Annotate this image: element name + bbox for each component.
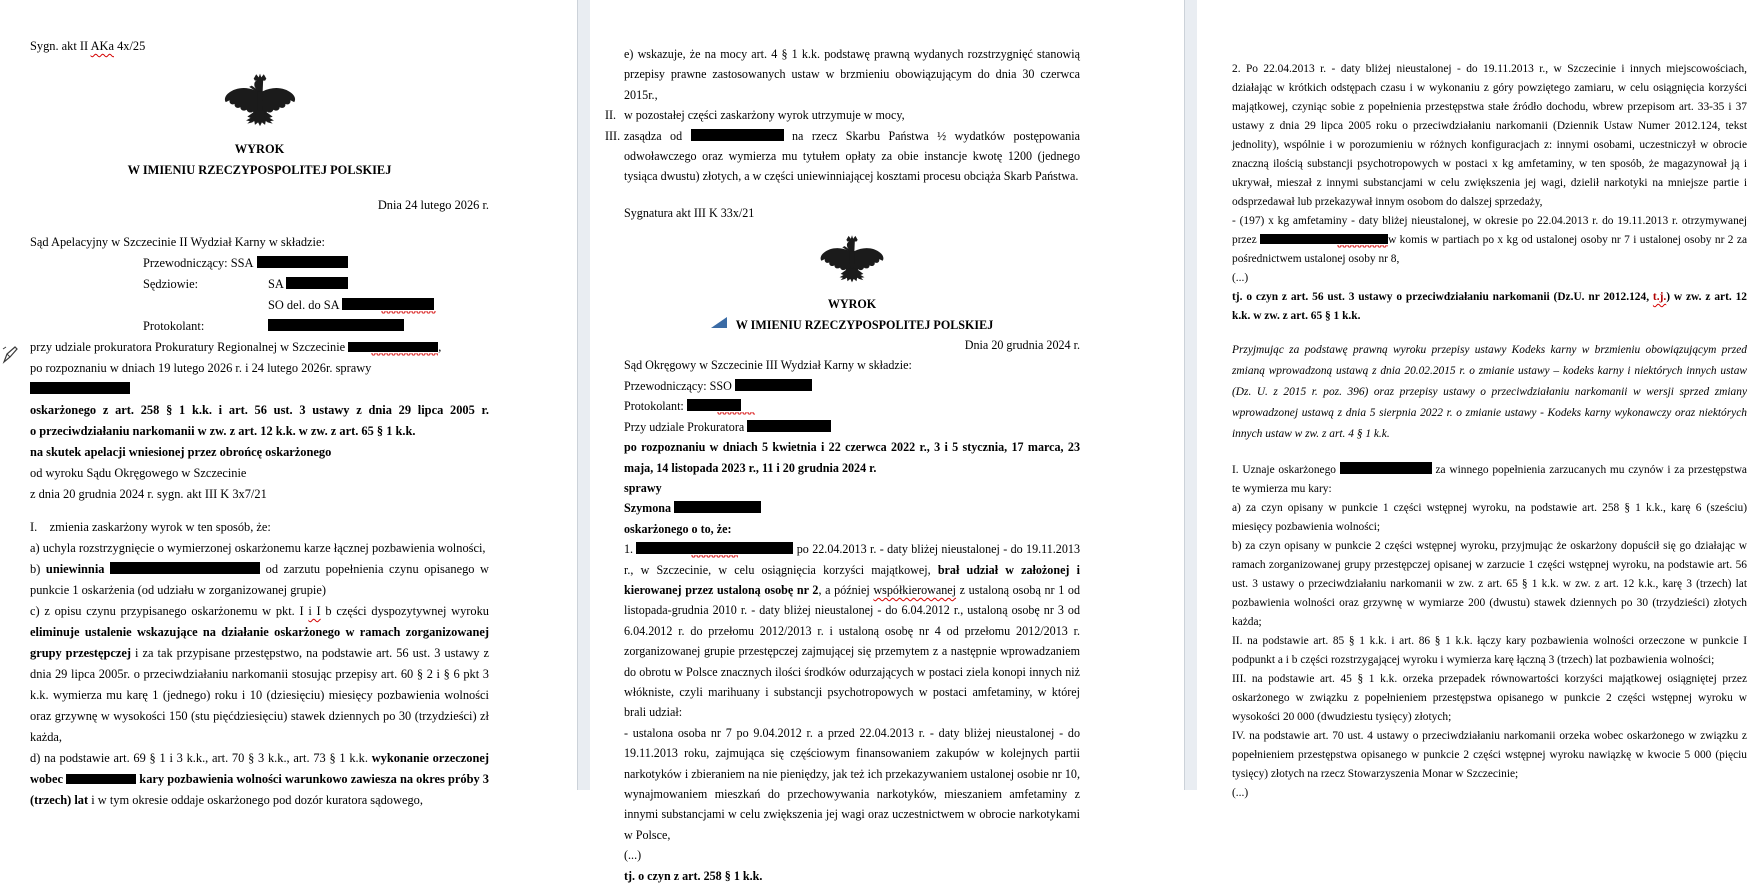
- verdict-item-I: I. Uznaje oskarżonego za winnego popełnienia zarzucanych mu czynów i za przestępstwa te wymierza mu kary:: [1232, 464, 1747, 495]
- legal-qualification-1: tj. o czyn z art. 258 § 1 k.k.: [624, 868, 763, 883]
- verdict-item-II: II. na podstawie art. 85 § 1 k.k. i art. 86 § 1 k.k. łączy kary pozbawienia wolności orzeczone w punkcie I podpunkt a i b części rozstrzygającej wyroku i wymierza karę łączną 3 (trzech) lat pozbawienia wolności;: [1232, 635, 1747, 666]
- comment-marker-icon: [711, 317, 727, 328]
- charge-2-paragraph: 2. Po 22.04.2013 r. - daty bliżej nieustalonej - do 19.11.2013 r., w Szczecinie i innych miejscowościach, działając w krótkich odstępach czasu i w wykonaniu z góry powziętego zamiaru, w celu osiągnięcia korzyści majątkowej, czyniąc sobie z popełnienia przestępstwa stałe źródło dochodu, wbrew przepisom art. 33-35 i 37 ustawy z dnia 29 lipca 2005 roku o przeciwdziałaniu narkomanii (Dziennik Ustaw Numer 2012.124, tekst jednolity), wspólnie i w porozumieniu w różnych konfiguracjach z: innymi osobami, uczestniczył w obrocie znaczną ilością substancji psychotropowych w postaci x kg amfetaminy, w ten sposób, że magazynował ją i ukrywał, mieszał z innymi substancjami w celu zwiększenia jej wagi, dzielił narkotyki na mniejsze partie i odsprzedawał lub przekazywał innym osobom do dalszej sprzedaży,: [1232, 63, 1747, 208]
- charge-1-detail-paragraph: - ustalona osoba nr 7 po 9.04.2012 r. a przed 22.04.2013 r. - daty bliżej nieustalonej - do 19.11.2013 roku, zajmująca się częściowym finansowaniem zakupów w kolejnych partii narkotyków i zbieraniem na nie pieniędzy, jak też ich przekazywaniem ustalonej osobie nr 10, wynajmowaniem mieszkań do przechowywania narkotyków, mieszaniem amfetaminy z innymi substancjami w celu zwiększenia jej wagi oraz uczestnictwem w obrocie narkotykami w Polsce,: [624, 725, 1080, 842]
- clerk-row: Protokolant:: [30, 316, 489, 337]
- appealed-judgment-court: od wyroku Sądu Okręgowego w Szczecinie: [30, 466, 247, 480]
- redaction-bar: [30, 382, 130, 394]
- ellipsis-line: (...): [624, 848, 642, 863]
- spellcheck-squiggle: [691, 555, 738, 559]
- first-instance-judgment-page: [590, 0, 1184, 883]
- redaction-bar: [687, 399, 741, 411]
- legal-qualification-2: tj. o czyn z art. 56 ust. 3 ustawy o przeciwdziałaniu narkomanii (Dz.U. nr 2012.124, t.j.) w zw. z art. 12 k.k. w zw. z art. 65 § 1 k.k.: [1232, 291, 1747, 322]
- ruling-item-III: III. zasądza od na rzecz Skarbu Państwa ½ wydatków postępowania odwoławczego oraz wymierza mu tytułem opłaty za obie instancje kwotę 1200 (jednego tysiąca dwustu) złotych, a w części uniewinniającej kosztami procesu obciąża Skarb Państwa.: [605, 128, 1080, 184]
- charges-line-1: oskarżonego z art. 258 § 1 k.k. i art. 56 ust. 3 ustawy z dnia 29 lipca 2005 r.: [30, 403, 489, 417]
- judgment-title: WYROK: [827, 297, 877, 312]
- judges-row-2: SO del. do SA: [30, 295, 489, 316]
- appeal-line: na skutek apelacji wniesionej przez obrońcę oskarżonego: [30, 445, 332, 459]
- spellcheck-word: i I: [308, 604, 321, 618]
- verdict-item-III: III. na podstawie art. 45 § 1 k.k. orzeka przepadek równowartości korzyści majątkowej osiągniętej przez oskarżonego w związku z popełnieniem przestępstwa opisanego w punkcie 2 części wstępnej wyroku w wysokości 20 000 (dwudziestu tysięcy) złotych;: [1232, 673, 1747, 723]
- judgment-subtitle: W IMIENIU RZECZYPOSPOLITEJ POLSKIEJ: [624, 315, 1080, 335]
- redaction-bar: [735, 379, 812, 391]
- polish-eagle-emblem-icon: [818, 231, 886, 294]
- verdict-item-a: a) za czyn opisany w punkcie 1 części wstępnej wyroku, na podstawie art. 258 § 1 k.k., karę 6 (sześciu) miesięcy pozbawienia wolności;: [1232, 502, 1747, 533]
- redaction-bar: [257, 256, 348, 268]
- defendant-name-line: [30, 379, 489, 400]
- judgment-subtitle: W IMIENIU RZECZYPOSPOLITEJ POLSKIEJ: [127, 163, 392, 177]
- ruling-item-d: d) na podstawie art. 69 § 1 i 3 k.k., art. 70 § 3 k.k., art. 73 § 1 k.k. wykonanie orzeczonej wobec kary pozbawienia wolności warunkowo zawiesza na okres próby 3 (trzech) lat i w tym okresie oddaje oskarżonego pod dozór kuratora sądowego,: [30, 751, 489, 807]
- charges-line-2: o przeciwdziałaniu narkomanii w zw. z art. 12 k.k. w zw. z art. 65 § 1 k.k.: [30, 424, 416, 438]
- ellipsis-line: (...): [1232, 787, 1249, 799]
- presiding-judge-row: Przewodniczący: SSA: [30, 253, 489, 274]
- hearing-line: po rozpoznaniu w dniach 5 kwietnia i 22 czerwca 2022 r., 3 i 5 stycznia, 17 marca, 23 maja, 14 listopada 2023 r., 11 i 20 grudnia 2024 r.: [624, 440, 1080, 475]
- redaction-bar: [1260, 234, 1388, 244]
- prosecutor-line: przy udziale prokuratora Prokuratury Regionalnej w Szczecinie ,: [30, 337, 489, 358]
- legal-basis-note: Przyjmując za podstawę prawną wyroku przepisy ustawy Kodeks karny w brzmieniu obowiązującym przed zmianą wprowadzoną ustawą z dnia 20.02.2015 r. o zmianie ustawy – kodeks karny i niektórych innych ustaw (Dz. U. z 2015 r. poz. 396) oraz przepisy ustawy o przeciwdziałaniu narkomanii w wersji sprzed zmiany wprowadzonej ustawą z dnia 5 sierpnia 2022 r. o zmianie ustawy - Kodeks karny wykonawczy oraz niektórych innych ustaw w zw. z art. 4 § 1 k.k.: [1232, 344, 1747, 440]
- verdict-item-b: b) za czyn opisany w punkcie 2 części wstępnej wyroku, przyjmując że oskarżony dopuścił się go działając w ramach zorganizowanej grupy przestępczej opisanej w zarzucie 1 części wstępnej wyroku, na podstawie art. 56 ust. 3 ustawy o przeciwdziałaniu narkomanii w zw. z art. 65 § 1 k.k. w zw. z art. 12 k.k., karę 3 (trzech) lat pozbawienia wolności oraz grzywnę w wymiarze 200 (dwustu) stawek dziennych po 30 (trzydzieści) złotych każda;: [1232, 540, 1747, 628]
- judges-row-1: Sędziowie: SA: [30, 274, 489, 295]
- clerk-row: Protokolant:: [624, 396, 1080, 416]
- judgment-date: Dnia 24 lutego 2026 r.: [377, 198, 489, 212]
- ruling-item-I: I. zmienia zaskarżony wyrok w ten sposób, że:: [30, 520, 271, 534]
- verdict-page: [1197, 0, 1762, 799]
- defendant-name-line: Szymona: [624, 498, 1080, 518]
- charged-heading: oskarżonego o to, że:: [624, 521, 732, 536]
- charge-1-paragraph: 1. po 22.04.2013 r. - daty bliżej nieustalonej - do 19.11.2013 r., w Szczecinie, w celu osiągnięcia korzyści majątkowej, brał udział w założonej i kierowanej przez ustaloną osobę nr 2, a później współkierowanej z ustaloną osobą nr 1 od listopada-grudnia 2010 r. - daty bliżej nieustalonej - do 6.04.2012 r., ustaloną osobę nr 3 od 6.04.2012 r. do przełomu 2012/2013 r. i ustaloną osobę nr 4 od przełomu 2012/2013 r. zorganizowanej grupie przestępczej zajmującej się przemytem z a następnie wprowadzaniem do obrotu w Polsce znacznych ilości środków odurzających w postaci ziela konopi innych niż włókniste, czyli marihuany i substancji psychotropowych w postaci amfetaminy, w której brali udział:: [624, 542, 1080, 720]
- redaction-bar: [66, 774, 136, 784]
- court-composition-heading: Sąd Apelacyjny w Szczecinie II Wydział Karny w składzie:: [30, 235, 325, 249]
- polish-eagle-emblem-icon: [222, 69, 298, 139]
- edit-pen-icon: [2, 346, 18, 371]
- spellcheck-word: t.j.: [1652, 291, 1667, 303]
- redaction-bar: [268, 319, 404, 331]
- hearing-line: po rozpoznaniu w dniach 19 lutego 2026 r. i 24 lutego 2026r. sprawy: [30, 361, 372, 375]
- ruling-item-II: II. w pozostałej części zaskarżony wyrok utrzymuje w mocy,: [605, 108, 905, 123]
- prosecutor-row: Przy udziale Prokuratora: [624, 417, 1080, 437]
- ruling-item-c: c) z opisu czynu przypisanego oskarżonemu w pkt. I i I b części dyspozytywnej wyroku eliminuje ustalenie wskazujące na działanie oskarżonego w ramach zorganizowanej grupy przestępczej i za tak przypisane przestępstwo, na podstawie art. 56 ust. 3 ustawy z dnia 29 lipca 2005r. o przeciwdziałaniu narkomanii stosując przepisy art. 60 § 2 i § 6 pkt 3 k.k. wymierza mu karę 1 (jednego) roku i 10 (dziesięciu) miesięcy pozbawienia wolności oraz grzywnę w wysokości 150 (stu pięćdziesięciu) stawek dziennych po 30 (trzydzieści) zł każda,: [30, 604, 490, 744]
- case-number: Sygn. akt II AKa 4x/25: [30, 39, 146, 53]
- case-signature: Sygnatura akt III K 33x/21: [624, 205, 755, 220]
- judgment-title: WYROK: [234, 142, 285, 156]
- redaction-bar: [747, 420, 831, 432]
- redaction-bar: [691, 129, 784, 141]
- spellcheck-word: AKa: [90, 39, 114, 53]
- spellcheck-squiggle: [381, 311, 436, 315]
- ruling-item-e: e) wskazuje, że na mocy art. 4 § 1 k.k. podstawę prawną wydanych rozstrzygnięć stanowią przepisy prawne zastosowanych ustaw w brzmieniu obowiązującym do dnia 30 czerwca 2015r.,: [624, 47, 1080, 102]
- ellipsis-line: (...): [1232, 272, 1249, 284]
- spellcheck-squiggle: [1337, 245, 1388, 249]
- presiding-judge-row: Przewodniczący: SSO: [624, 376, 1080, 396]
- redaction-bar: [110, 562, 260, 574]
- redaction-bar: [674, 501, 761, 513]
- spellcheck-squiggle: [717, 412, 755, 416]
- ruling-item-a: a) uchyla rozstrzygnięcie o wymierzonej oskarżonemu karze łącznej pozbawienia wolności,: [30, 541, 486, 555]
- redaction-bar: [342, 298, 434, 310]
- redaction-bar: [286, 277, 348, 289]
- spellcheck-word: współkierowanej: [873, 582, 957, 597]
- redaction-bar: [348, 342, 438, 352]
- redaction-bar: [1340, 462, 1432, 474]
- verdict-item-IV: IV. na podstawie art. 70 ust. 4 ustawy o przeciwdziałaniu narkomanii orzeka wobec oskarżonego w związku z popełnieniem przestępstwa opisanego w punkcie 2 części wstępnej wyroku nawiązkę w kwocie 5 000 (pięciu tysięcy) złotych na rzecz Stowarzyszenia Monar w Szczecinie;: [1232, 730, 1747, 780]
- spellcheck-squiggle: [371, 353, 439, 357]
- redaction-bar: [636, 542, 793, 554]
- judgment-date: Dnia 20 grudnia 2024 r.: [964, 338, 1080, 353]
- court-composition-heading: Sąd Okręgowy w Szczecinie III Wydział Karny w składzie:: [624, 358, 912, 373]
- appealed-judgment-date: z dnia 20 grudnia 2024 r. sygn. akt III K 3x7/21: [30, 487, 267, 501]
- case-label: sprawy: [624, 480, 662, 495]
- amphetamine-detail-line: - (197) x kg amfetaminy - daty bliżej nieustalonej, w okresie po 22.04.2013 r. do 19.11.2013 r. otrzymywanej przez w komis w partiach po x kg od ustalonej osoby nr 7 i ustalonej osoby nr 2 za pośrednictwem ustalonej osoby nr 8,: [1232, 215, 1747, 265]
- appeal-judgment-page: [0, 0, 577, 807]
- ruling-item-b: b) uniewinnia od zarzutu popełnienia czynu opisanego w punkcie 1 oskarżenia (od udziału w zorganizowanej grupie): [30, 562, 490, 597]
